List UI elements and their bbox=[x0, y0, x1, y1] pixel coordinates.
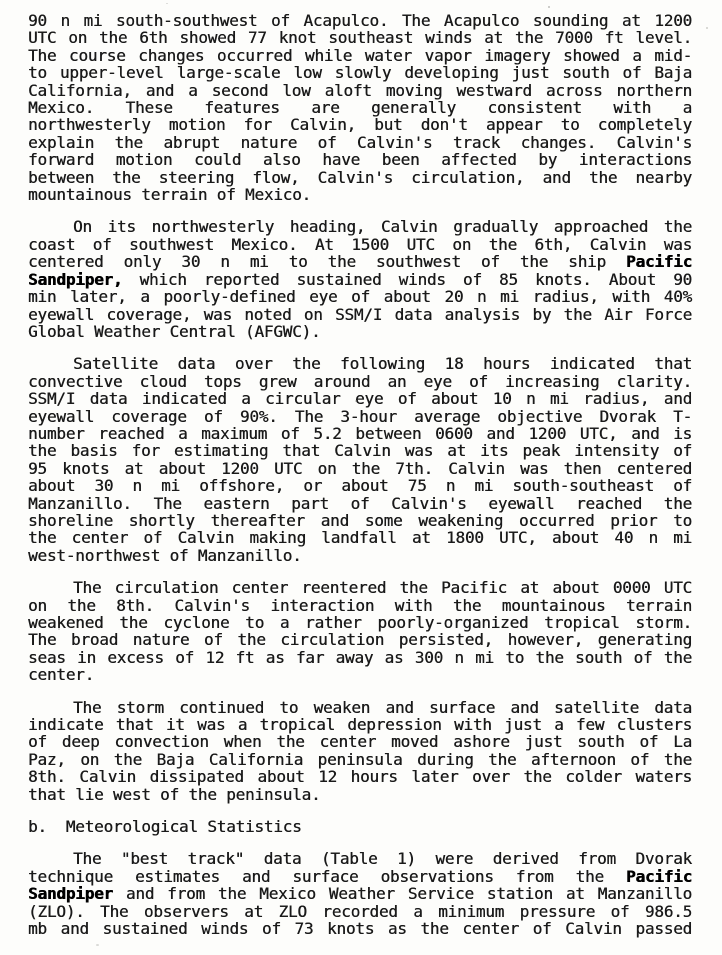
text-line bbox=[28, 649, 692, 666]
document-text bbox=[28, 12, 692, 953]
text-segment: mountainous terrain of Mexico. bbox=[28, 185, 311, 205]
paragraph bbox=[28, 699, 692, 803]
ship-name-bold: Sandpiper, bbox=[28, 269, 123, 289]
text-segment: between the steering flow, Calvin's circulation, and the nearby bbox=[28, 167, 692, 187]
text-line bbox=[28, 716, 692, 733]
text-segment: 8th. Calvin dissipated about 12 hours later over the colder waters bbox=[28, 767, 692, 787]
text-line bbox=[28, 390, 692, 407]
paragraph bbox=[28, 355, 692, 564]
text-line bbox=[28, 323, 692, 340]
text-line bbox=[28, 699, 692, 716]
text-segment: Manzanillo. The eastern part of Calvin's eyewall reached the bbox=[28, 493, 692, 513]
ship-name-bold: Pacific bbox=[625, 252, 692, 272]
text-line bbox=[28, 12, 692, 29]
text-line bbox=[28, 920, 692, 937]
text-line bbox=[28, 47, 692, 64]
text-segment: of deep convection when the center moved ashore just south of La bbox=[28, 732, 692, 752]
text-segment: The broad nature of the circulation persisted, however, generating bbox=[28, 630, 692, 650]
text-line bbox=[28, 850, 692, 867]
text-line bbox=[28, 373, 692, 390]
text-segment: forward motion could also have been affected by interactions bbox=[28, 150, 692, 170]
text-segment: Satellite data over the following 18 hours indicated that bbox=[73, 354, 692, 374]
text-line bbox=[28, 614, 692, 631]
text-segment: The "best track" data (Table 1) were derived from Dvorak bbox=[73, 849, 692, 869]
text-segment: SSM/I data indicated a circular eye of about 10 n mi radius, and bbox=[28, 389, 692, 409]
scan-speck bbox=[706, 27, 708, 29]
text-line bbox=[28, 186, 692, 203]
text-segment: The course changes occurred while water vapor imagery showed a mid- bbox=[28, 45, 692, 65]
text-segment: (ZLO). The observers at ZLO recorded a minimum pressure of 986.5 bbox=[28, 901, 692, 921]
text-segment: that lie west of the peninsula. bbox=[28, 784, 321, 804]
text-segment: explain the abrupt nature of Calvin's track changes. Calvin's bbox=[28, 132, 692, 152]
text-line bbox=[28, 786, 692, 803]
text-line bbox=[28, 733, 692, 750]
text-line bbox=[28, 306, 692, 323]
text-segment: centered only 30 n mi to the southwest of the ship bbox=[28, 252, 626, 272]
text-line bbox=[28, 355, 692, 372]
text-line bbox=[28, 82, 692, 99]
text-line bbox=[28, 29, 692, 46]
text-segment: shoreline shortly thereafter and some weakening occurred prior to bbox=[28, 510, 692, 530]
text-line bbox=[28, 288, 692, 305]
scan-speck bbox=[166, 3, 168, 4]
text-line bbox=[28, 236, 692, 253]
text-segment: min later, a poorly-defined eye of about 20 n mi radius, with 40% bbox=[28, 287, 692, 307]
text-line bbox=[28, 442, 692, 459]
text-line bbox=[28, 116, 692, 133]
text-line bbox=[28, 768, 692, 785]
text-segment: about 30 n mi offshore, or about 75 n mi south-southeast of bbox=[28, 476, 692, 496]
text-segment: Mexico. These features are generally consistent with a bbox=[28, 98, 692, 118]
paragraph bbox=[28, 850, 692, 937]
text-segment: Paz, on the Baja California peninsula during the afternoon of the bbox=[28, 749, 692, 769]
text-line bbox=[28, 597, 692, 614]
scan-speck bbox=[58, 628, 60, 630]
text-line bbox=[28, 271, 692, 288]
text-line bbox=[28, 868, 692, 885]
text-line bbox=[28, 253, 692, 270]
paragraph bbox=[28, 218, 692, 340]
text-line bbox=[28, 512, 692, 529]
text-line bbox=[28, 495, 692, 512]
text-segment: and from the Mexico Weather Service station at Manzanillo bbox=[112, 884, 692, 904]
text-segment: The circulation center reentered the Pacific at about 0000 UTC bbox=[73, 578, 692, 598]
scan-speck bbox=[96, 944, 99, 946]
text-line bbox=[28, 64, 692, 81]
section-heading bbox=[28, 818, 692, 835]
text-line bbox=[28, 460, 692, 477]
text-line bbox=[28, 218, 692, 235]
ship-name-bold: Sandpiper bbox=[28, 884, 113, 904]
text-segment: to upper-level large-scale low slowly developing just south of Baja bbox=[28, 63, 692, 83]
text-segment: the center of Calvin making landfall at 1800 UTC, about 40 n mi bbox=[28, 528, 692, 548]
text-segment: indicate that it was a tropical depression with just a few clusters bbox=[28, 715, 692, 735]
text-line bbox=[28, 408, 692, 425]
text-line bbox=[28, 151, 692, 168]
text-segment: coast of southwest Mexico. At 1500 UTC on the 6th, Calvin was bbox=[28, 234, 692, 254]
text-line bbox=[28, 134, 692, 151]
text-segment: eyewall coverage of 90%. The 3-hour average objective Dvorak T- bbox=[28, 406, 692, 426]
text-line bbox=[28, 885, 692, 902]
text-segment: On its northwesterly heading, Calvin gradually approached the bbox=[73, 217, 692, 237]
text-segment: b. Meteorological Statistics bbox=[28, 817, 302, 837]
text-segment: on the 8th. Calvin's interaction with the mountainous terrain bbox=[28, 595, 692, 615]
text-segment: northwesterly motion for Calvin, but don't appear to completely bbox=[28, 115, 692, 135]
text-segment: mb and sustained winds of 73 knots as the center of Calvin passed bbox=[28, 919, 692, 939]
text-line bbox=[28, 631, 692, 648]
text-line bbox=[28, 751, 692, 768]
text-segment: center. bbox=[28, 665, 95, 685]
text-segment: California, and a second low aloft moving westward across northern bbox=[28, 80, 692, 100]
text-line bbox=[28, 529, 692, 546]
text-segment: 95 knots at about 1200 UTC on the 7th. Calvin was then centered bbox=[28, 458, 692, 478]
text-segment: eyewall coverage, was noted on SSM/I data analysis by the Air Force bbox=[28, 304, 692, 324]
text-segment: technique estimates and surface observations from the bbox=[28, 866, 626, 886]
text-line bbox=[28, 547, 692, 564]
text-segment: seas in excess of 12 ft as far away as 300 n mi to the south of the bbox=[28, 647, 692, 667]
text-line bbox=[28, 99, 692, 116]
paragraph bbox=[28, 579, 692, 683]
text-segment: west-northwest of Manzanillo. bbox=[28, 545, 302, 565]
heading-line bbox=[28, 818, 692, 835]
text-segment: The storm continued to weaken and surface and satellite data bbox=[73, 697, 692, 717]
scan-speck bbox=[355, 400, 357, 402]
text-line bbox=[28, 477, 692, 494]
ship-name-bold: Pacific bbox=[625, 866, 692, 886]
text-line bbox=[28, 169, 692, 186]
text-segment: weakened the cyclone to a rather poorly-organized tropical storm. bbox=[28, 613, 692, 632]
text-segment: the basis for estimating that Calvin was at its peak intensity of bbox=[28, 441, 692, 461]
text-segment: UTC on the 6th showed 77 knot southeast winds at the 7000 ft level. bbox=[28, 28, 692, 48]
text-line bbox=[28, 425, 692, 442]
text-segment: number reached a maximum of 5.2 between 0600 and 1200 UTC, and is bbox=[28, 423, 692, 443]
text-segment: 90 n mi south-southwest of Acapulco. The Acapulco sounding at 1200 bbox=[28, 11, 692, 30]
text-line bbox=[28, 903, 692, 920]
text-segment: which reported sustained winds of 85 knots. About 90 bbox=[122, 269, 692, 289]
paragraph bbox=[28, 12, 692, 203]
text-line bbox=[28, 666, 692, 683]
text-line bbox=[28, 579, 692, 596]
text-segment: convective cloud tops grew around an eye of increasing clarity. bbox=[28, 371, 692, 391]
scan-speck bbox=[548, 6, 550, 8]
text-segment: Global Weather Central (AFGWC). bbox=[28, 321, 321, 341]
